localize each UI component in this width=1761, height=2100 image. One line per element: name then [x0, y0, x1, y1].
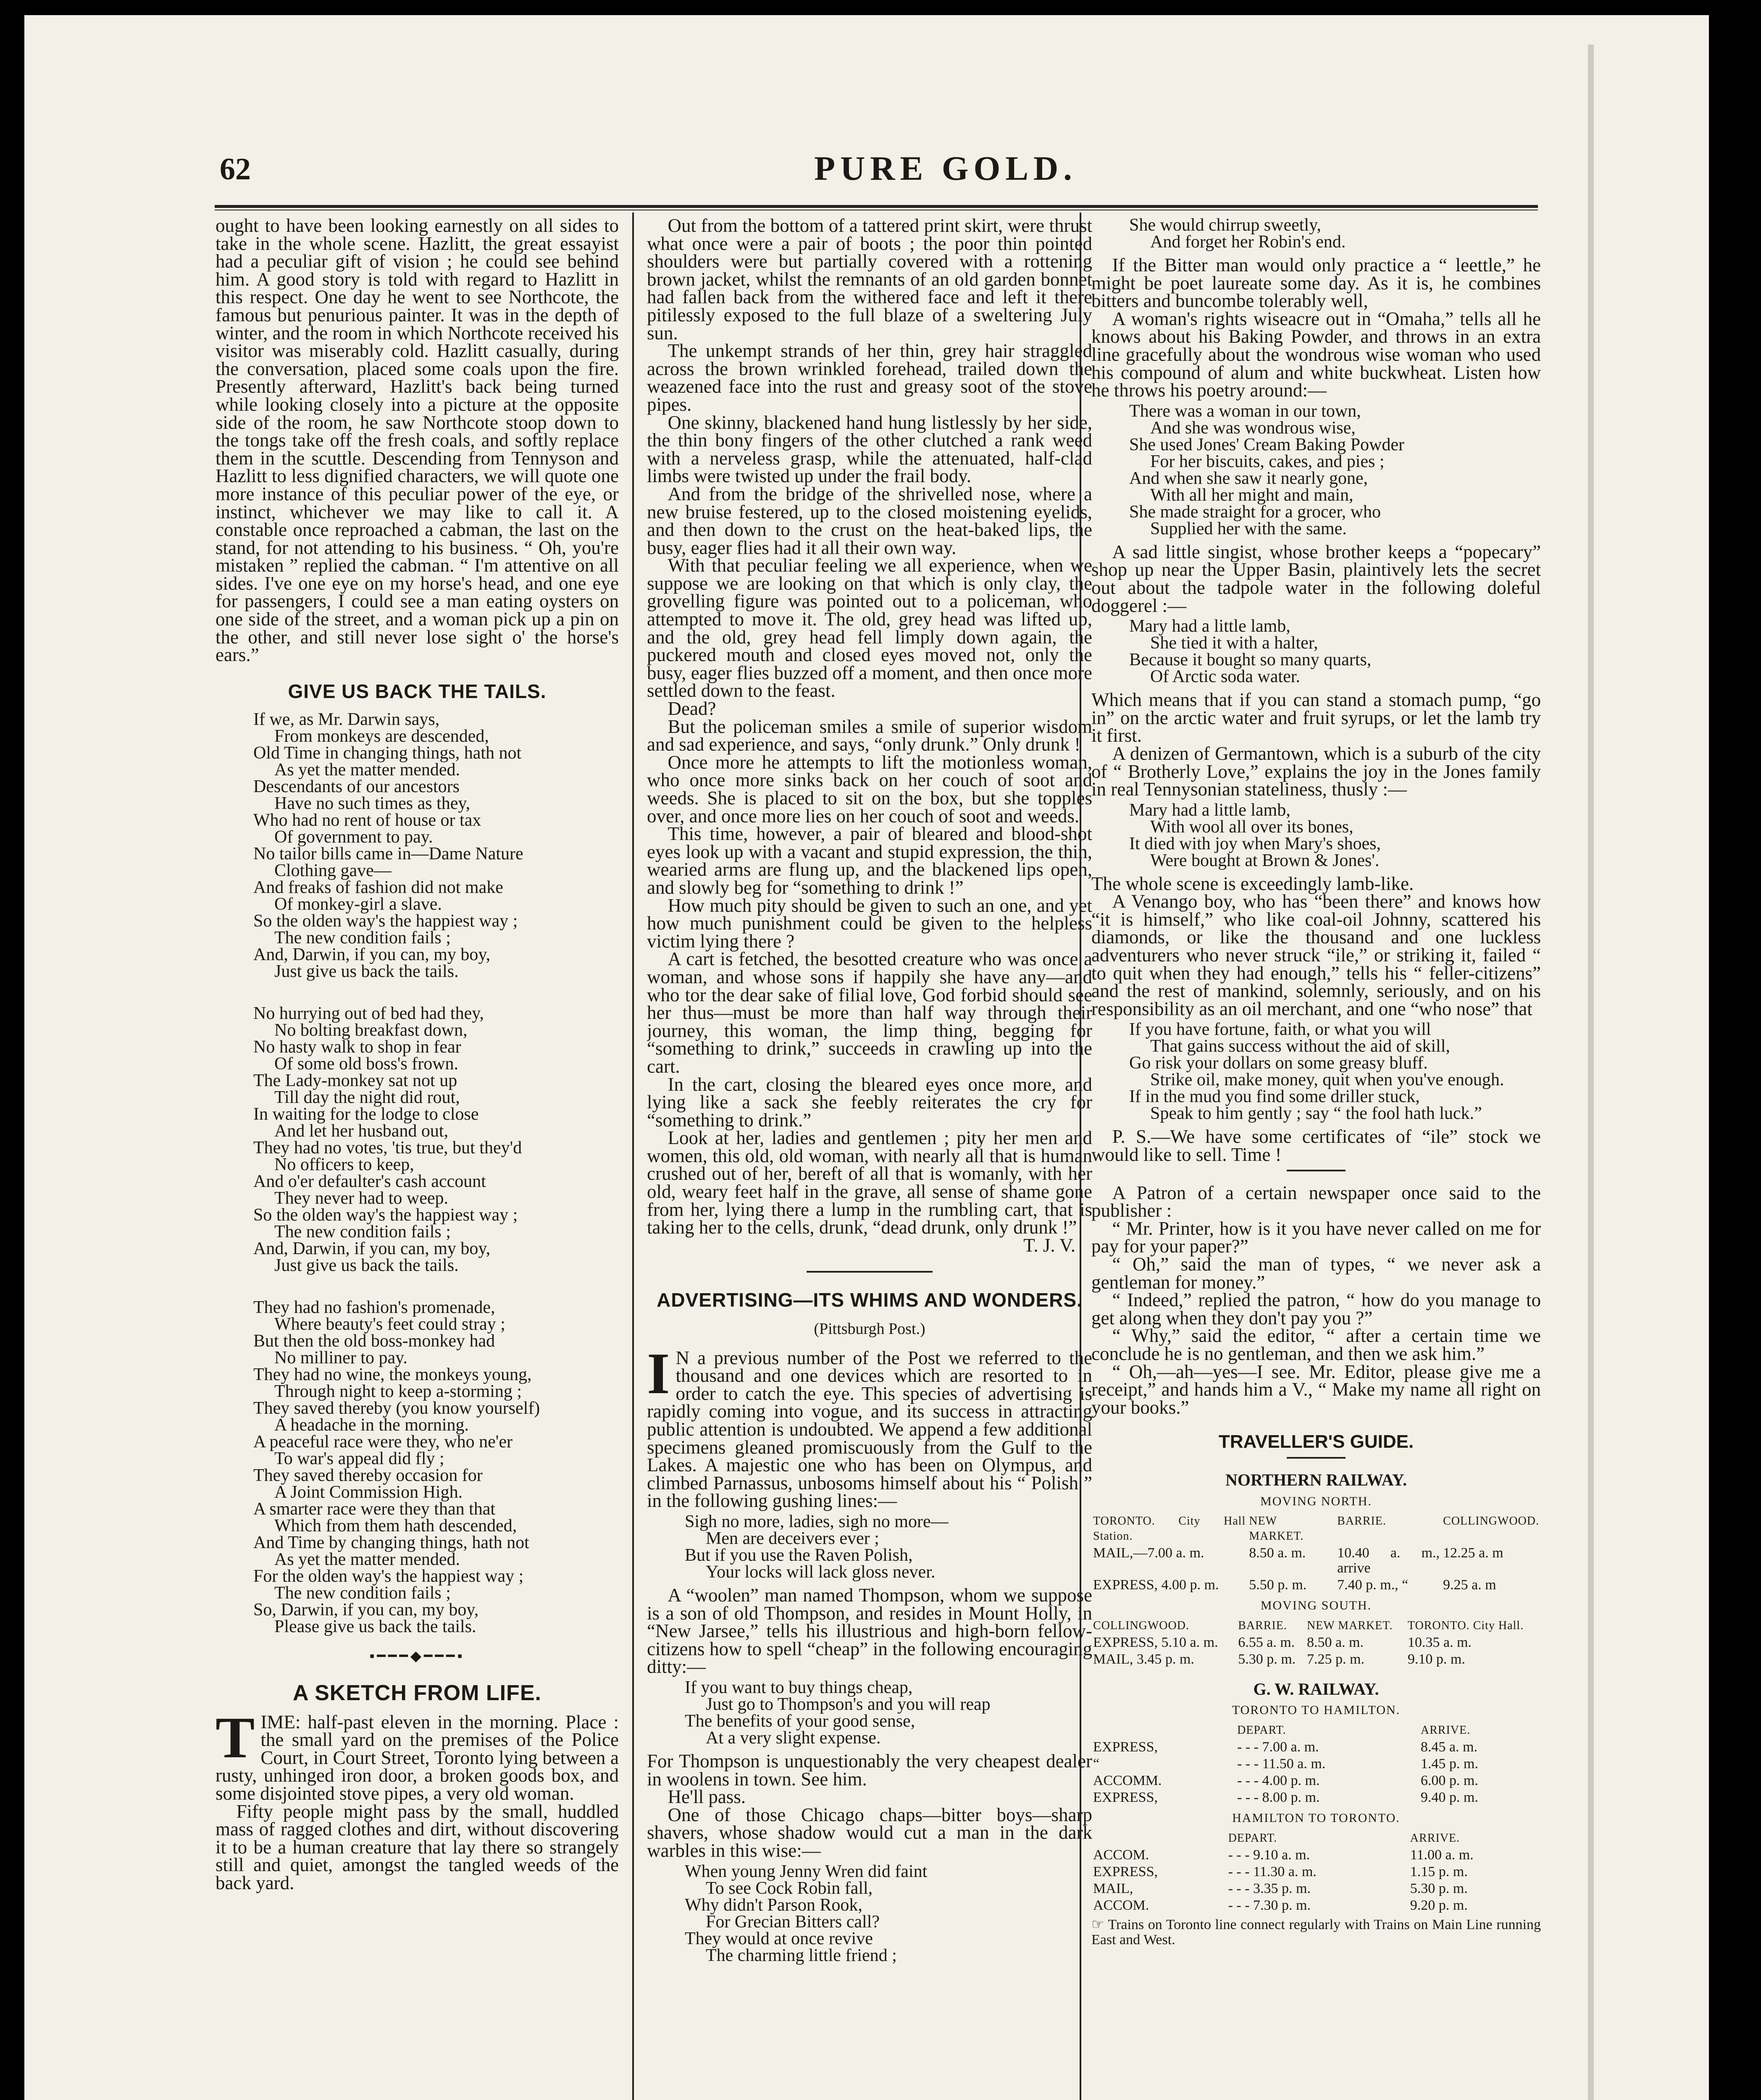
table-row: EXPRESS, - - - 11.30 a. m. 1.15 p. m. [1093, 1864, 1468, 1880]
thompson-poem [647, 1679, 1092, 1746]
sketch-paragraph: But the policeman smiles a smile of superior wisdom and sad experience, and says, “only drunk.” Only drunk ! [647, 716, 1092, 755]
poem-line: But then the old boss-monkey had [253, 1331, 495, 1351]
poem-line: They had no votes, 'tis true, but they'd [253, 1138, 522, 1158]
table-row: EXPRESS, - - - 7.00 a. m. 8.45 a. m. [1093, 1739, 1477, 1755]
lamblike-line: The whole scene is exceedingly lamb-like. [1091, 873, 1414, 894]
poem-line: Speak to him gently ; say “ the fool hath luck.” [1150, 1104, 1482, 1124]
poem-line: So the olden way's the happiest way ; [253, 911, 518, 931]
sketch-paragraph: With that peculiar feeling we all experience, when we suppose we are looking on that which is only clay, the grovelling figure was pointed out to a policeman, who attempted to move it. The old, grey head was lifted up, and the old, grey head fell limply down again, the puckered mouth and closed eyes moved not, only the busy, eager flies buzzed off a moment, and then once more settled down to the feast. [647, 555, 1092, 701]
poem-line: At a very slight expense. [706, 1728, 881, 1748]
page-number: 62 [220, 152, 251, 186]
venango-paragraph: A Venango boy, who has “been there” and knows how “it is himself,” who like coal-oil Johnny, scattered his diamonds, or like the thousand and one luckless adventurers who never struck “ile,” or striking it, failed “ to quit when they had enough,” tells his “ feller-citizens” and the rest of mankind, solemnly, seriously, and on his responsibility as an oil merchant, and one “who nose” that [1091, 891, 1541, 1019]
poem-line: And o'er defaulter's cash account [253, 1172, 486, 1192]
poem-line: So the olden way's the happiest way ; [253, 1205, 518, 1225]
shoes-poem [1091, 802, 1541, 869]
sketch-paragraph: Once more he attempts to lift the motionless woman, who once more sinks back on her couch of soot and weeds. She is placed to sit on the box, but she topples over, and once more lies on her couch of soot and weeds. [647, 751, 1092, 827]
poem-line: No tailor bills came in—Dame Nature [253, 844, 523, 864]
table-row: MAIL,—7.00 a. m. 8.50 a. m. 10.40 a. m., arrive 12.25 a. m [1093, 1545, 1503, 1576]
poem-line: If you have fortune, faith, or what you will [1129, 1020, 1431, 1040]
stanza [216, 711, 619, 980]
section-rule [1287, 1457, 1346, 1459]
poem-line: She used Jones' Cream Baking Powder [1129, 435, 1404, 454]
poem-line: And she was wondrous wise, [1150, 418, 1356, 438]
poem-line: Of some old boss's frown. [274, 1054, 459, 1074]
column-divider-1 [632, 213, 634, 2100]
newspaper-page [24, 15, 1709, 2100]
table-header-row: COLLINGWOOD. BARRIE. NEW MARKET. TORONTO. City Hall. [1093, 1619, 1524, 1632]
singist-paragraph: A sad little singist, whose brother keeps a “popecary” shop up near the Upper Basin, plaintively lets the secret out about the tadpole water in the following doleful doggerel :— [1091, 541, 1541, 616]
moving-south-label: MOVING SOUTH. [1260, 1599, 1372, 1613]
poem-line: And freaks of fashion did not make [253, 878, 503, 898]
poem-line: For Grecian Bitters call? [706, 1912, 880, 1932]
poem-line: To war's appeal did fly ; [274, 1449, 444, 1469]
sketch-paragraph: And from the bridge of the shrivelled nose, where a new bruise festered, up to the closed moistening eyelids, and then down to the crust on the heat-baked lips, the busy, eager flies had it all their own way. [647, 483, 1092, 558]
signature: T. J. V. [1023, 1234, 1075, 1256]
poem-line: She tied it with a halter, [1150, 633, 1318, 653]
poem-line: Just give us back the tails. [274, 962, 459, 982]
table-row: ACCOMM. - - - 4.00 p. m. 6.00 p. m. [1093, 1772, 1478, 1788]
thompson-after: For Thompson is unquestionably the very cheapest dealer in woolens in town. See him. [647, 1750, 1092, 1790]
northern-north-timetable [1091, 1513, 1541, 1593]
table-header-row: DEPART. ARRIVE. [1228, 1831, 1460, 1845]
stanza [216, 1005, 619, 1274]
table-row: ACCOM. - - - 7.30 p. m. 9.20 p. m. [1093, 1897, 1468, 1913]
poem-line: With wool all over its bones, [1150, 817, 1354, 837]
patron-paragraph: “ Why,” said the editor, “ after a certain time we conclude he is no gentleman, and then we ask him.” [1091, 1325, 1541, 1364]
stanza [216, 1299, 619, 1635]
poem-line: Till day the night did rout, [274, 1088, 460, 1108]
toronto-to-hamilton-label: TORONTO TO HAMILTON. [1232, 1703, 1401, 1717]
poem-line: And, Darwin, if you can, my boy, [253, 945, 491, 965]
sketch-paragraph: In the cart, closing the bleared eyes once more, and lying like a sack she feebly reiterates the cry for “something to drink.” [647, 1074, 1092, 1131]
germantown-paragraph: A denizen of Germantown, which is a suburb of the city of “ Brotherly Love,” explains the joy in the Jones family in real Tennysonian stateliness, thusly :— [1091, 743, 1541, 800]
masthead-title: PURE GOLD. [814, 149, 1077, 187]
poem-line: A smarter race were they than that [253, 1499, 496, 1519]
baking-powder-poem [1091, 403, 1541, 537]
soda-poem [1091, 618, 1541, 685]
poem-line: If we, as Mr. Darwin says, [253, 710, 440, 730]
northern-south-timetable [1091, 1617, 1541, 1668]
poem-line: Your locks will lack gloss never. [706, 1562, 936, 1582]
poem-line: Mary had a little lamb, [1129, 800, 1291, 820]
poem-line: From monkeys are descended, [274, 727, 489, 746]
poem-line: They saved thereby occasion for [253, 1466, 483, 1486]
poem-line: Were bought at Brown & Jones'. [1150, 850, 1380, 870]
oil-poem [1091, 1021, 1541, 1122]
hamilton-toronto-timetable [1091, 1830, 1541, 1914]
poem-line: And let her husband out, [274, 1121, 449, 1141]
gw-railway-title: G. W. RAILWAY. [1253, 1679, 1379, 1698]
page-edge [1588, 45, 1594, 2100]
sketch-paragraph: One skinny, blackened hand hung listlessly by her side, the thin bony fingers of the other clutched a rank weed with a nerveless grasp, while the attenuated, half-clad limbs were twisted up under the frail body. [647, 412, 1092, 487]
poem-line: Who had no rent of house or tax [253, 811, 481, 830]
poem-line: Men are deceivers ever ; [706, 1528, 879, 1548]
sketch-paragraph: This time, however, a pair of bleared and blood-shot eyes look up with a vacant and stupid expression, the thin, wearied arms are flung up, and the blackened lips open, and slowly beg for “something to drink !” [647, 823, 1092, 898]
poem-line: There was a woman in our town, [1129, 401, 1361, 421]
drop-cap: I [647, 1341, 670, 1406]
northern-railway-title: NORTHERN RAILWAY. [1225, 1470, 1407, 1489]
poem-line: A headache in the morning. [274, 1415, 469, 1435]
poem-line: They would at once revive [685, 1929, 873, 1948]
bitter-man-paragraph: If the Bitter man would only practice a “ leettle,” he might be poet laureate some day. As it is, he combines bitters and buncombe tolerably well, [1091, 255, 1541, 312]
poem-line: And, Darwin, if you can, my boy, [253, 1239, 491, 1259]
poem-line: Just go to Thompson's and you will reap [706, 1694, 991, 1714]
table-row: ACCOM. - - - 9.10 a. m. 11.00 a. m. [1093, 1847, 1474, 1863]
poem-line: No hasty walk to shop in fear [253, 1037, 461, 1057]
ps-line: P. S.—We have some certificates of “ile” stock we would like to sell. Time ! [1091, 1126, 1541, 1166]
poem-line: If in the mud you find some driller stuck, [1129, 1087, 1420, 1107]
patron-paragraph: A Patron of a certain newspaper once said to the publisher : [1091, 1182, 1541, 1221]
poem-line: When young Jenny Wren did faint [685, 1861, 928, 1881]
jenny-wren-poem-end [1091, 217, 1541, 250]
travellers-guide-title: TRAVELLER'S GUIDE. [1218, 1431, 1414, 1452]
sketch-paragraph: The unkempt strands of her thin, grey hair straggled across the brown wrinkled forehead, trailed down the weazened face into the rust and greasy soot of the stove pipes. [647, 340, 1092, 415]
chicago-paragraph: One of those Chicago chaps—bitter boys—sharp shavers, whose shadow would cut a man in the dark warbles in this wise:— [647, 1804, 1092, 1861]
advertising-intro: I N a previous number of the Post we referred to the thousand and one devices which are resorted to in order to catch the eye. This species of advertising is rapidly coming into vogue, and its success in attracting public attention is undoubted. We append a few additional specimens gleaned promiscuously from the Gulf to the Lakes. A majestic one who has been on Olympus, and climbed Parnassus, unbosoms himself about his “ Polish ” in the following gushing lines:— [647, 1341, 1092, 1512]
poem-line: If you want to buy things cheap, [685, 1677, 913, 1697]
poem-line: Just give us back the tails. [274, 1256, 459, 1276]
ornament-divider: ▪━━━◆━━━▪ [369, 1648, 465, 1664]
hell-pass: He'll pass. [668, 1786, 746, 1808]
advertising-source: (Pittsburgh Post.) [814, 1320, 925, 1338]
poem-line: Please give us back the tails. [274, 1617, 476, 1637]
poem-line: Of monkey-girl a slave. [274, 895, 442, 914]
poem-line: Through night to keep a-storming ; [274, 1382, 522, 1402]
patron-paragraph: “ Mr. Printer, how is it you have never called on me for pay for your paper?” [1091, 1218, 1541, 1257]
drop-cap: T [216, 1705, 255, 1770]
poem-line: A Joint Commission High. [274, 1483, 463, 1502]
poem-line: The new condition fails ; [274, 1222, 451, 1242]
table-row: “ - - - 11.50 a. m. 1.45 p. m. [1093, 1756, 1478, 1772]
table-header-row: TORONTO. City Hall Station. NEW MARKET. BARRIE. COLLINGWOOD. [1093, 1515, 1539, 1543]
sketch-paragraph: TIME: half-past eleven in the morning. Place : the small yard on the premises of the Police Court, in Court Street, Toronto lying between a rusty, unhinged iron door, a broken goods box, and some disjointed stove pipes, a very old woman. [216, 1705, 619, 1804]
poem-line: Of Arctic soda water. [1150, 667, 1300, 687]
poem-line: No bolting breakfast down, [274, 1021, 468, 1040]
tails-heading: GIVE US BACK THE TAILS. [288, 680, 547, 702]
poem-line: For her biscuits, cakes, and pies ; [1150, 452, 1385, 471]
poem-line: And when she saw it nearly gone, [1129, 468, 1368, 488]
poem-line: A peaceful race were they, who ne'er [253, 1432, 513, 1452]
poem-line: For the olden way's the happiest way ; [253, 1567, 524, 1586]
poem-line: They saved thereby (you know yourself) [253, 1399, 540, 1418]
poem-line: The new condition fails ; [274, 1583, 451, 1603]
poem-line: Have no such times as they, [274, 794, 470, 814]
table-row: EXPRESS, 4.00 p. m. 5.50 p. m. 7.40 p. m., “ 9.25 a. m [1093, 1577, 1496, 1593]
poem-line: But if you use the Raven Polish, [685, 1545, 913, 1565]
table-row: EXPRESS, 5.10 a. m. 6.55 a. m. 8.50 a. m. 10.35 a. m. [1093, 1634, 1472, 1650]
sketch-paragraph: Look at her, ladies and gentlemen ; pity her men and women, this old, old woman, with nearly all that is human crushed out of her, bereft of all that is womanly, with her old, weary feet half in the grave, all sense of shame gone from her, lying there a lump in the rumbling cart, that is taking her to the cells, drunk, “dead drunk, only drunk !” [647, 1127, 1092, 1238]
poem-line: Where beauty's feet could stray ; [274, 1315, 505, 1334]
toronto-hamilton-timetable [1091, 1722, 1541, 1806]
poem-line: Why didn't Parson Rook, [685, 1895, 862, 1915]
poem-line: To see Cock Robin fall, [706, 1878, 873, 1898]
poem-line: The new condition fails ; [274, 928, 451, 948]
table-row: EXPRESS, - - - 8.00 p. m. 9.40 p. m. [1093, 1789, 1478, 1805]
sketch-paragraph: How much pity should be given to such an one, and yet how much punishment could be given to the helpless victim lying there ? [647, 895, 1092, 952]
column-3 [1091, 217, 1541, 2100]
poem-line: She made straight for a grocer, who [1129, 502, 1381, 522]
section-rule [1287, 1170, 1346, 1171]
poem-line: With all her might and main, [1150, 485, 1354, 505]
poem-line: Old Time in changing things, hath not [253, 743, 522, 763]
poem-line: They never had to weep. [274, 1189, 448, 1208]
poem-line: Of government to pay. [274, 827, 433, 847]
poem-line: The Lady-monkey sat not up [253, 1071, 457, 1091]
poem-line: That gains success without the aid of skill, [1150, 1037, 1450, 1056]
poem-line: She would chirrup sweetly, [1129, 217, 1321, 235]
poem-line: Which from them hath descended, [274, 1516, 517, 1536]
poem-line: It died with joy when Mary's shoes, [1129, 834, 1381, 853]
column-1 [216, 217, 619, 2100]
poem-line: As yet the matter mended. [274, 1550, 460, 1570]
table-row: MAIL, 3.45 p. m. 5.30 p. m. 7.25 p. m. 9.10 p. m. [1093, 1651, 1465, 1667]
poem-line: As yet the matter mended. [274, 760, 460, 780]
poem-line: Because it bought so many quarts, [1129, 650, 1372, 670]
section-rule [807, 1271, 933, 1273]
sketch-heading: A SKETCH FROM LIFE. [293, 1681, 541, 1706]
stomach-paragraph: Which means that if you can stand a stomach pump, “go in” on the arctic water and fruit syrups, or let the lamb try it first. [1091, 689, 1541, 746]
poem-line: No hurrying out of bed had they, [253, 1004, 484, 1024]
poem-line: Strike oil, make money, quit when you've enough. [1150, 1070, 1504, 1090]
hazlitt-paragraph: ought to have been looking earnestly on all sides to take in the whole scene. Hazlitt, the great essayist had a peculiar gift of vision ; he could see behind him. A good story is told with regard to Hazlitt in this respect. One day he went to see Northcote, the famous but penurious painter. It was in the depth of winter, and the room in which Northcote received his visitor was miserably cold. Hazlitt casually, during the conversation, placed some coals upon the fire. Presently afterward, Hazlitt's back being turned while looking closely into a picture at the opposite side of the room, he saw Northcote stoop down to the tongs take off the fresh coals, and softly replace them in the scuttle. Descending from Tennyson and Hazlitt to less dignified characters, we will quote one more instance of this peculiar power of the eye, or instinct, whichever we may like to call it. A constable once reproached a cabman, the last on the stand, for not attending to his business. “ Oh, you're mistaken ” replied the cabman. “ I'm attentive on all sides. I've one eye on my horse's head, and one eye for passengers, I could see a man eating oysters on one side of the street, and a woman pick up a pin on the other, and still never lose sight o' the horse's ears.” [216, 217, 619, 666]
poem-line: No milliner to pay. [274, 1348, 407, 1368]
table-header-row: DEPART. ARRIVE. [1237, 1723, 1471, 1737]
sketch-paragraph: Fifty people might pass by the small, huddled mass of ragged clothes and dirt, without discovering it to be a human creature that lay there so strangely still and quiet, amongst the tangled weeds of the back yard. [216, 1801, 619, 1893]
table-row: MAIL, - - - 3.35 p. m. 5.30 p. m. [1093, 1880, 1468, 1896]
poem-line: So, Darwin, if you can, my boy, [253, 1600, 479, 1620]
thompson-paragraph: A “woolen” man named Thompson, whom we suppose is a son of old Thompson, and resides in Mount Holly, in “New Jarsee,” tells his illustrious and high-born fellow-citizens how to spell “cheap” in the following encouraging ditty:— [647, 1584, 1092, 1677]
poem-line: No officers to keep, [274, 1155, 414, 1175]
poem-line: Clothing gave— [274, 861, 392, 881]
moving-north-label: MOVING NORTH. [1260, 1494, 1372, 1508]
sketch-paragraph: A cart is fetched, the besotted creature who was once a woman, and whose sons if happily she have any—and who tor the dear sake of filial love, God forbid should see her thus—must be more than half way through their journey, this woman, the limp thing, begging for “something to drink,” succeeds in crawling up into the cart. [647, 948, 1092, 1077]
poem-line: And forget her Robin's end. [1150, 232, 1346, 252]
advertising-heading: ADVERTISING—ITS WHIMS AND WONDERS. [657, 1289, 1083, 1311]
header-rule [215, 205, 1538, 208]
hamilton-to-toronto-label: HAMILTON TO TORONTO. [1232, 1811, 1400, 1825]
patron-paragraph: “ Oh,—ah—yes—I see. Mr. Editor, please give me a receipt,” and hands him a V., “ Make my name all right on your books.” [1091, 1361, 1541, 1418]
polish-poem [647, 1513, 1092, 1580]
timetable-note: ☞ Trains on Toronto line connect regularly with Trains on Main Line running East and West. [1091, 1916, 1541, 1948]
poem-line: In waiting for the lodge to close [253, 1105, 479, 1124]
column-2 [647, 217, 1092, 2100]
poem-line: And Time by changing things, hath not [253, 1533, 529, 1553]
poem-line: The benefits of your good sense, [685, 1711, 915, 1731]
sketch-paragraph: Out from the bottom of a tattered print skirt, were thrust what once were a pair of boots ; the poor thin pointed shoulders were but partially covered with a rottening brown jacket, whilst the remnants of an old garden bonnet had fallen back from the withered face and left it there pitilessly exposed to the full blaze of a sweltering July sun. [647, 217, 1092, 344]
poem-line: They had no wine, the monkeys young, [253, 1365, 532, 1385]
poem-line: Mary had a little lamb, [1129, 617, 1291, 636]
omaha-paragraph: A woman's rights wiseacre out in “Omaha,” tells all he knows about his Baking Powder, and throws in an extra line gracefully about the wondrous wise woman who used his compound of alum and white buckwheat. Listen how he throws his poetry around:— [1091, 308, 1541, 401]
jenny-wren-poem [647, 1863, 1092, 1964]
patron-paragraph: “ Indeed,” replied the patron, “ how do you manage to get along when they don't pay you ?” [1091, 1289, 1541, 1328]
poem-line: Go risk your dollars on some greasy bluff. [1129, 1053, 1428, 1073]
poem-line: They had no fashion's promenade, [253, 1298, 495, 1318]
poem-line: Descendants of our ancestors [253, 777, 460, 797]
poem-line: Sigh no more, ladies, sigh no more— [685, 1512, 949, 1531]
patron-paragraph: “ Oh,” said the man of types, “ we never ask a gentleman for money.” [1091, 1254, 1541, 1293]
tails-poem [216, 711, 619, 1635]
poem-line: The charming little friend ; [706, 1945, 897, 1965]
sketch-paragraph: Dead? [668, 698, 716, 719]
poem-line: Supplied her with the same. [1150, 519, 1347, 538]
